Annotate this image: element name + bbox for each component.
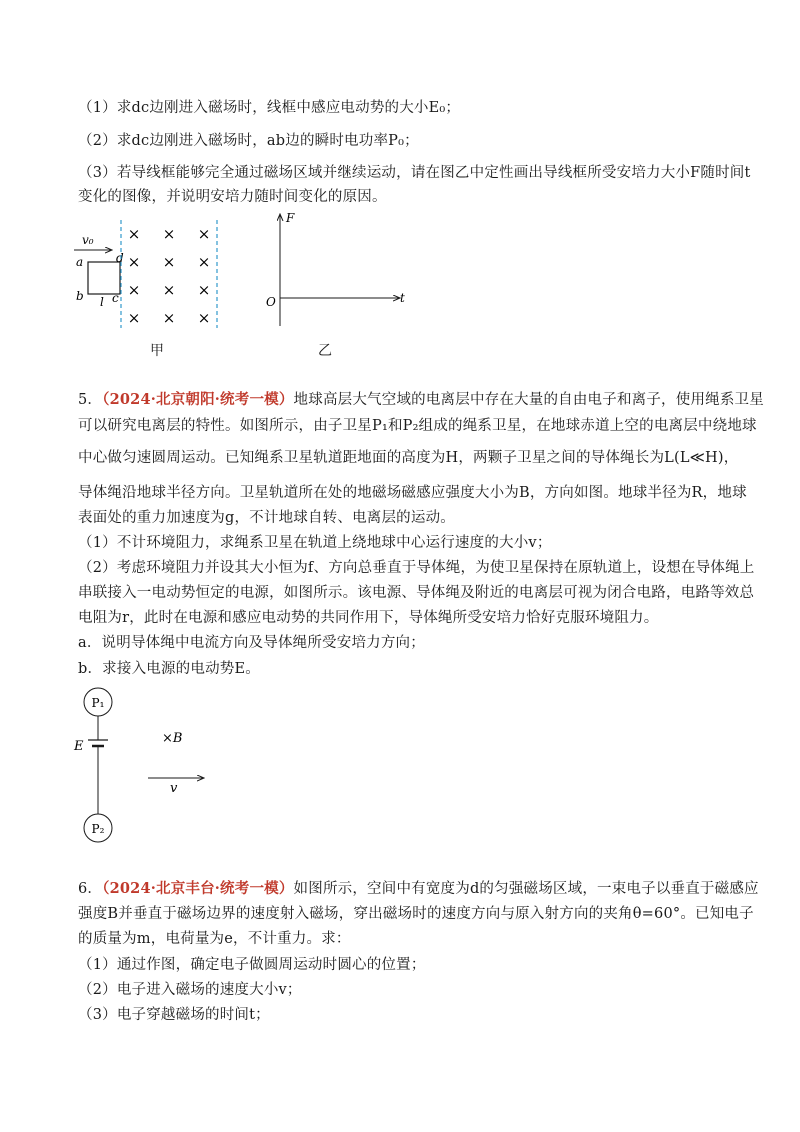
q5-line11: b．求接入电源的电动势E。 — [78, 661, 260, 677]
wire-frame — [88, 262, 120, 294]
q6-line6: （3）电子穿越磁场的时间t； — [78, 1007, 270, 1023]
x-axis-label: t — [400, 291, 405, 305]
q5-line1-text: 地球高层大气空域的电离层中存在大量的自由电子和离子，使用绳系卫星 — [293, 392, 764, 408]
satellite-p2-label: P₂ — [91, 822, 105, 836]
figure-tethered-satellite — [72, 686, 252, 856]
q5-line4: 导体绳沿地球半径方向。卫星轨道所在处的地磁场磁感应强度大小为B，方向如图。地球半径为R，地球 — [78, 485, 747, 501]
q5-line6: （1）不计环境阻力，求绳系卫星在轨道上绕地球中心运行速度的大小v； — [78, 535, 552, 551]
q4-sub3-line2: 变化的图像，并说明安培力随时间变化的原因。 — [78, 189, 387, 205]
q5-line7: （2）考虑环境阻力并设其大小恒为f、方向总垂直于导体绳，为使卫星保持在原轨道上，设想在导体绳上 — [78, 560, 755, 576]
magnetic-field-crosses — [128, 225, 211, 327]
velocity-label-v: v — [170, 781, 178, 796]
field-cross: × — [127, 225, 141, 243]
field-cross: × — [127, 281, 141, 299]
velocity-label: v₀ — [82, 233, 94, 247]
q6-number: 6． — [78, 881, 103, 897]
field-cross: × — [162, 281, 176, 299]
q6-line1 — [78, 879, 759, 899]
length-l: l — [100, 295, 104, 309]
field-cross: × — [197, 309, 211, 327]
field-cross: × — [197, 281, 211, 299]
q5-line10: a．说明导体绳中电流方向及导体绳所受安培力方向； — [78, 635, 425, 651]
origin-label: O — [266, 295, 276, 309]
q4-sub2: （2）求dc边刚进入磁场时，ab边的瞬时电功率P₀； — [78, 133, 419, 149]
corner-d: d — [116, 251, 124, 265]
q6-line4: （1）通过作图，确定电子做圆周运动时圆心的位置； — [78, 957, 426, 973]
corner-a: a — [76, 255, 84, 269]
field-cross: × — [197, 253, 211, 271]
satellite-p1-label: P₁ — [91, 696, 105, 710]
q5-line3: 中心做匀速圆周运动。已知绳系卫星轨道距地面的高度为H，两颗子卫星之间的导体绳长为L(L≪H)， — [78, 450, 739, 466]
field-cross: × — [197, 225, 211, 243]
caption-yi: 乙 — [318, 343, 332, 359]
q5-source: （2024·北京朝阳·统考一模） — [102, 391, 294, 408]
field-cross: × — [162, 253, 176, 271]
q5-line9: 电阻为r，此时在电源和感应电动势的共同作用下，导体绳所受安培力恰好克服环境阻力。 — [78, 610, 659, 626]
figure-yi — [262, 210, 412, 340]
q6-line5: （2）电子进入磁场的速度大小v； — [78, 982, 302, 998]
q6-line3: 的质量为m，电荷量为e，不计重力。求： — [78, 931, 351, 947]
q6-line1-text: 如图所示，空间中有宽度为d的匀强磁场区域，一束电子以垂直于磁感应 — [293, 881, 759, 897]
field-b-label: ×B — [162, 731, 183, 746]
q5-line8: 串联接入一电动势恒定的电源，如图所示。该电源、导体绳及附近的电离层可视为闭合电路，电路等效总 — [78, 585, 755, 601]
q5-line5: 表面处的重力加速度为g，不计地球自转、电离层的运动。 — [78, 510, 455, 526]
field-cross: × — [162, 225, 176, 243]
q6-source: （2024·北京丰台·统考一模） — [102, 880, 294, 897]
q5-line1 — [78, 390, 764, 410]
q4-sub3-line1: （3）若导线框能够完全通过磁场区域并继续运动，请在图乙中定性画出导线框所受安培力大小F随时间t — [78, 165, 751, 181]
corner-b: b — [76, 289, 84, 303]
q5-number: 5． — [78, 392, 103, 408]
q5-line2: 可以研究电离层的特性。如图所示，由子卫星P₁和P₂组成的绳系卫星，在地球赤道上空的电离层中绕地球 — [78, 418, 757, 434]
q4-sub1: （1）求dc边刚进入磁场时，线框中感应电动势的大小E₀； — [78, 100, 461, 116]
field-cross: × — [127, 253, 141, 271]
y-axis-label: F — [286, 211, 295, 225]
figure-jia — [72, 218, 232, 358]
corner-c: c — [112, 291, 119, 305]
caption-jia: 甲 — [150, 343, 164, 359]
field-cross: × — [162, 309, 176, 327]
q6-line2: 强度B并垂直于磁场边界的速度射入磁场，穿出磁场时的速度方向与原入射方向的夹角θ=60°。已知电子 — [78, 906, 754, 922]
field-cross: × — [127, 309, 141, 327]
emf-label: E — [74, 739, 84, 754]
